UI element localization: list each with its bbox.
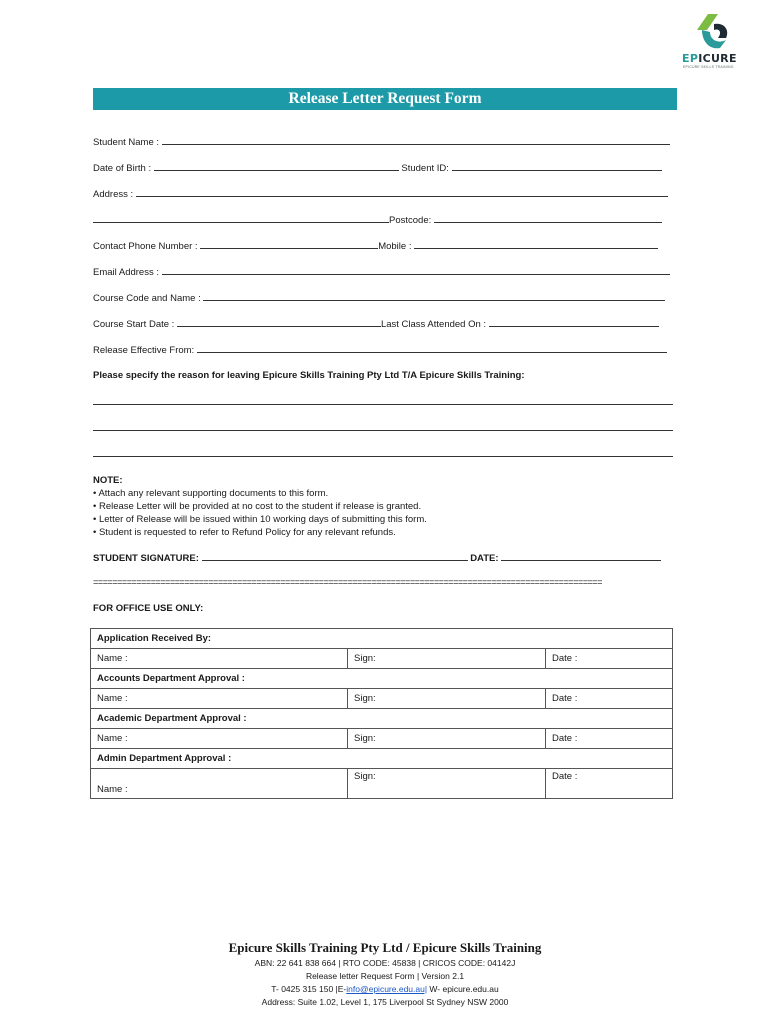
start-date-field[interactable] [93, 318, 659, 331]
student-name-label: Student Name : [93, 137, 160, 148]
office-name-cell[interactable]: Name : [91, 769, 348, 799]
release-from-label: Release Effective From: [93, 345, 195, 356]
postcode-line[interactable] [434, 214, 662, 223]
phone-field[interactable] [93, 240, 658, 253]
office-sign-cell[interactable]: Sign: [348, 769, 546, 799]
dob-label: Date of Birth : [93, 163, 152, 174]
note-item: • Letter of Release will be issued within 10 working days of submitting this form. [93, 513, 427, 526]
note-item: • Attach any relevant supporting documents to this form. [93, 487, 427, 500]
release-from-field[interactable] [93, 344, 667, 357]
office-sign-cell[interactable]: Sign: [348, 689, 546, 709]
logo-tagline: EPICURE SKILLS TRAINING [683, 65, 734, 69]
office-name-cell[interactable]: Name : [91, 729, 348, 749]
start-date-line[interactable] [177, 318, 381, 327]
address-field[interactable] [93, 188, 668, 201]
reason-line-1[interactable] [93, 404, 673, 405]
office-sign-cell[interactable]: Sign: [348, 649, 546, 669]
office-table [90, 628, 673, 799]
office-section-title: Academic Department Approval : [91, 709, 673, 729]
last-class-label: Last Class Attended On : [380, 319, 487, 330]
student-id-label: Student ID: [401, 163, 449, 174]
release-from-line[interactable] [197, 344, 667, 353]
reason-line-3[interactable] [93, 456, 673, 457]
footer-address: Address: Suite 1.02, Level 1, 175 Liverpool St Sydney NSW 2000 [261, 997, 509, 1007]
office-sign-cell[interactable]: Sign: [348, 729, 546, 749]
office-name-cell[interactable]: Name : [91, 649, 348, 669]
last-class-line[interactable] [489, 318, 659, 327]
office-date-cell[interactable]: Date : [546, 729, 673, 749]
logo-wordmark: EPICURE [682, 52, 737, 65]
office-date-cell[interactable]: Date : [546, 649, 673, 669]
phone-label: Contact Phone Number : [93, 241, 198, 252]
footer-contact [0, 984, 770, 994]
student-name-field[interactable] [93, 136, 670, 149]
form-title: Release Letter Request Form [93, 88, 677, 110]
note-heading: NOTE: [93, 475, 123, 486]
mobile-label: Mobile : [378, 241, 412, 252]
office-date-cell[interactable]: Date : [546, 769, 673, 799]
footer-version: Release letter Request Form | Version 2.1 [305, 971, 465, 981]
student-name-line[interactable] [162, 136, 670, 145]
note-list [93, 487, 427, 539]
mobile-line[interactable] [414, 240, 658, 249]
office-heading: FOR OFFICE USE ONLY: [93, 603, 204, 614]
postcode-label: Postcode: [389, 215, 432, 226]
footer-phone: T- 0425 315 150 |E- [271, 984, 347, 994]
footer-codes: ABN: 22 641 838 664 | RTO CODE: 45838 | CRICOS CODE: 04142J [254, 958, 516, 968]
address-line2-field[interactable] [93, 214, 662, 227]
signature-label: STUDENT SIGNATURE: [93, 553, 199, 564]
course-label: Course Code and Name : [93, 293, 201, 304]
footer-email-link[interactable]: info@epicure.edu.au| [346, 984, 428, 994]
note-item: • Student is requested to refer to Refund Policy for any relevant refunds. [93, 526, 427, 539]
student-id-line[interactable] [452, 162, 662, 171]
address-label: Address : [93, 189, 134, 200]
office-section-title: Admin Department Approval : [91, 749, 673, 769]
note-item: • Release Letter will be provided at no cost to the student if release is granted. [93, 500, 427, 513]
course-field[interactable] [93, 292, 665, 305]
office-section-title: Application Received By: [91, 629, 673, 649]
address-line2[interactable] [93, 214, 389, 223]
reason-prompt: Please specify the reason for leaving Epicure Skills Training Pty Ltd T/A Epicure Skills Training: [93, 370, 525, 381]
signature-date-line[interactable] [501, 552, 661, 561]
email-label: Email Address : [93, 267, 159, 278]
footer-website: W- epicure.edu.au [427, 984, 499, 994]
separator: ========================================================================================================== [93, 578, 602, 588]
address-line[interactable] [136, 188, 668, 197]
note-block [93, 474, 427, 539]
dob-field[interactable] [93, 162, 662, 175]
office-name-cell[interactable]: Name : [91, 689, 348, 709]
course-line[interactable] [203, 292, 665, 301]
email-line[interactable] [162, 266, 670, 275]
dob-line[interactable] [154, 162, 399, 171]
signature-line[interactable] [202, 552, 468, 561]
office-section-title: Accounts Department Approval : [91, 669, 673, 689]
signature-date-label: DATE: [470, 553, 499, 564]
phone-line[interactable] [200, 240, 378, 249]
reason-line-2[interactable] [93, 430, 673, 431]
email-field[interactable] [93, 266, 670, 279]
office-date-cell[interactable]: Date : [546, 689, 673, 709]
start-date-label: Course Start Date : [93, 319, 175, 330]
footer-company: Epicure Skills Training Pty Ltd / Epicure Skills Training [228, 940, 542, 955]
signature-field[interactable] [93, 552, 661, 565]
